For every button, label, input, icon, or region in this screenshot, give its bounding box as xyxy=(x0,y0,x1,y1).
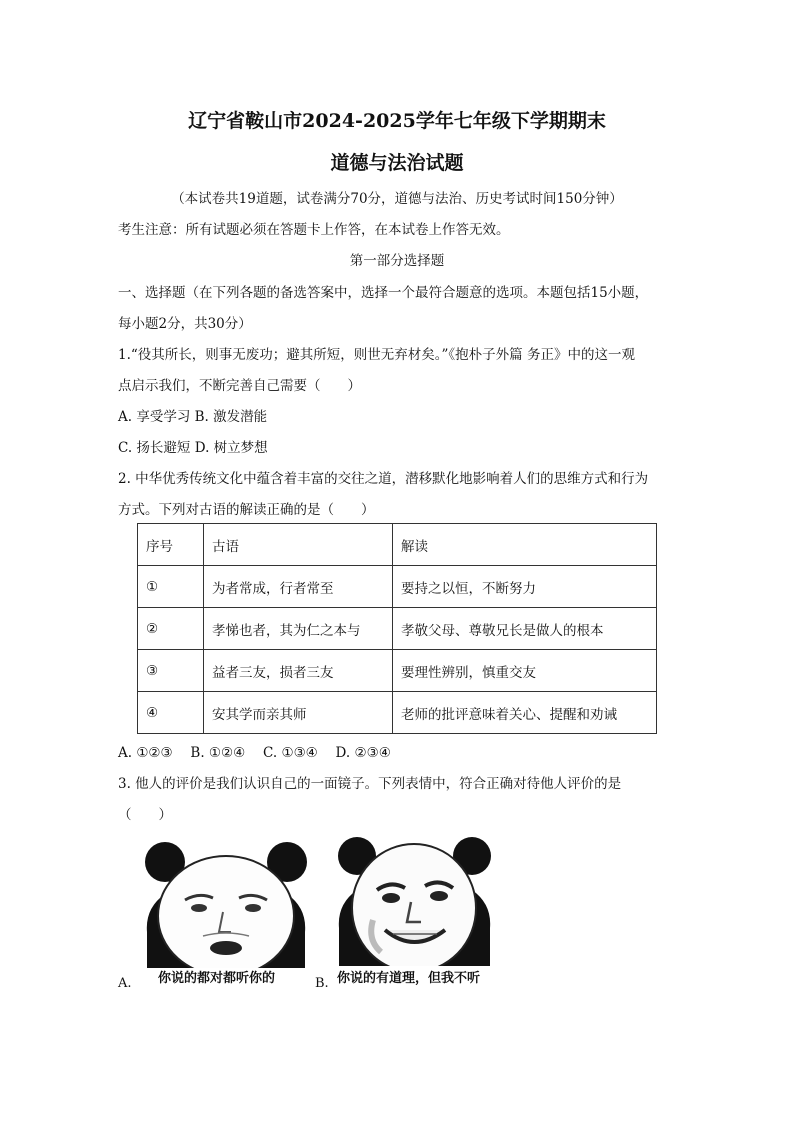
q1-options-line-1: A. 享受学习 B. 激发潜能 xyxy=(118,409,268,425)
table-cell: 要理性辨别，慎重交友 xyxy=(393,650,657,692)
exam-title: 辽宁省鞍山市2024-2025学年七年级下学期期末 xyxy=(188,110,606,132)
meme-a-caption: 你说的都对都听你的 xyxy=(158,971,276,986)
table-row xyxy=(138,650,657,692)
table-cell: ② xyxy=(138,608,204,650)
table-header-cell: 解读 xyxy=(393,524,657,566)
q1-options-line-2: C. 扬长避短 D. 树立梦想 xyxy=(118,440,268,456)
table-cell: 安其学而亲其师 xyxy=(204,692,393,734)
q3-option-b-label: B. xyxy=(315,976,329,991)
table-header-cell: 古语 xyxy=(204,524,393,566)
panda-meme-b-image xyxy=(337,830,492,966)
q1-stem-line-2: 点启示我们，不断完善自己需要（ ） xyxy=(118,378,361,394)
meme-b-caption: 你说的有道理，但我不听 xyxy=(337,971,481,986)
table-row xyxy=(138,608,657,650)
exam-notice: 考生注意：所有试题必须在答题卡上作答，在本试卷上作答无效。 xyxy=(118,222,510,238)
table-cell: 老师的批评意味着关心、提醒和劝诫 xyxy=(393,692,657,734)
table-header-row xyxy=(138,524,657,566)
table-cell: 要持之以恒，不断努力 xyxy=(393,566,657,608)
table-cell: 孝悌也者，其为仁之本与 xyxy=(204,608,393,650)
panda-meme-a-image xyxy=(143,836,309,968)
q2-stem-line-2: 方式。下列对古语的解读正确的是（ ） xyxy=(118,502,375,518)
q2-table xyxy=(137,523,657,734)
q2-stem-line-1: 2. 中华优秀传统文化中蕴含着丰富的交往之道，潜移默化地影响着人们的思维方式和行为 xyxy=(118,471,649,487)
table-cell: ④ xyxy=(138,692,204,734)
table-cell: ③ xyxy=(138,650,204,692)
q1-stem-line-1: 1.“役其所长，则事无废功；避其所短，则世无弃材矣。”《抱朴子外篇 务正》中的这一观 xyxy=(118,347,635,363)
part-heading: 第一部分选择题 xyxy=(349,253,445,269)
q3-stem-line-1: 3. 他人的评价是我们认识自己的一面镜子。下列表情中，符合正确对待他人评价的是 xyxy=(118,776,622,792)
table-cell: 为者常成，行者常至 xyxy=(204,566,393,608)
exam-info: （本试卷共19道题，试卷满分70分，道德与法治、历史考试时间150分钟） xyxy=(171,191,623,207)
table-header-cell: 序号 xyxy=(138,524,204,566)
table-row xyxy=(138,692,657,734)
q2-options: A. ①②③ B. ①②④ C. ①③④ D. ②③④ xyxy=(118,745,391,761)
q3-stem-line-2: （ ） xyxy=(118,807,172,823)
table-row xyxy=(138,566,657,608)
table-cell: 孝敬父母、尊敬兄长是做人的根本 xyxy=(393,608,657,650)
exam-subtitle: 道德与法治试题 xyxy=(330,152,464,174)
section-intro-line-1: 一、选择题（在下列各题的备选答案中，选择一个最符合题意的选项。本题包括15小题， xyxy=(118,285,649,301)
table-cell: ① xyxy=(138,566,204,608)
table-cell: 益者三友，损者三友 xyxy=(204,650,393,692)
q3-option-a-label: A. xyxy=(118,976,132,991)
section-intro-line-2: 每小题2分，共30分） xyxy=(118,316,252,332)
